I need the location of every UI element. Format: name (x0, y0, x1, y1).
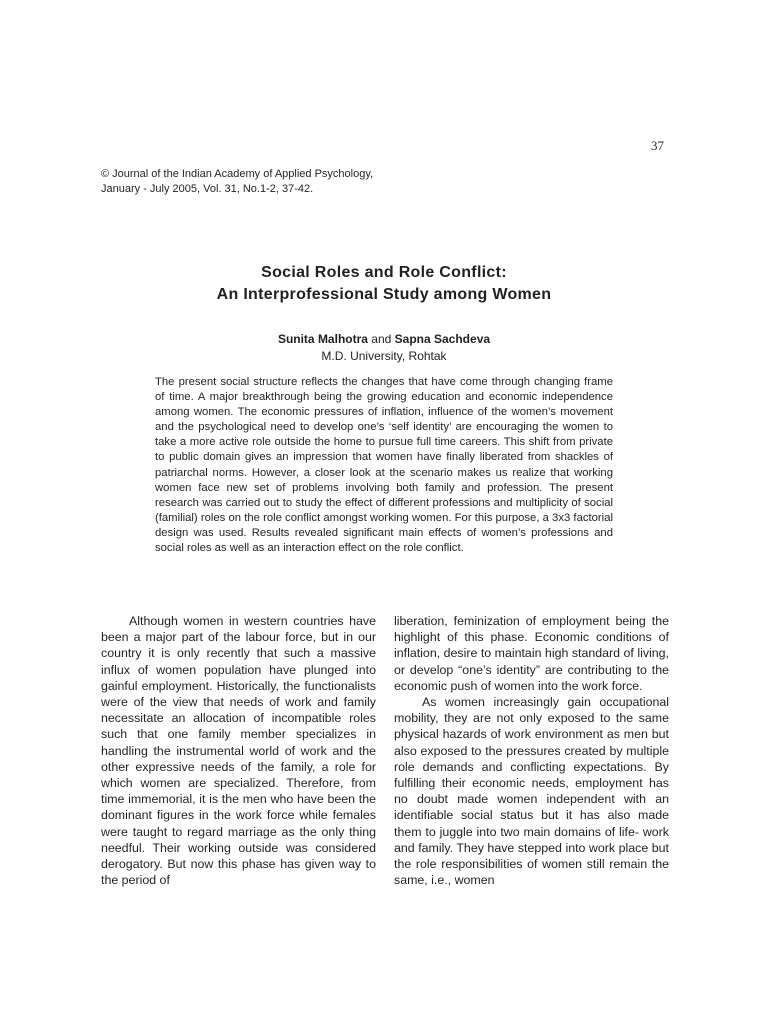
body-column-left (101, 613, 376, 888)
paper-title-line2: An Interprofessional Study among Women (216, 286, 552, 303)
affiliation: M.D. University, Rohtak (321, 349, 447, 363)
author-line (0, 331, 768, 348)
author-conjunction: and (367, 332, 395, 346)
paper-title (0, 262, 768, 306)
body-paragraph: Although women in western countries have been a major part of the labour force, but in our country it is only recently that such a massive influx of women population have plunged into gainful employment. Historically, the functionalists were of the view that needs of work and family necessitate an allocation of incompatible roles such that one family member specializes in handling the instrumental world of work and the other expressive needs of the family, a role for which women are specialized. Therefore, from time immemorial, it is the men who have been the dominant figures in the work force while females were taught to regard marriage as the only thing needful. Their working outside was considered derogatory. But now this phase has given way to the period of (101, 614, 376, 888)
authors-block (0, 331, 768, 365)
author-name: Sunita Malhotra (277, 332, 368, 346)
abstract: The present social structure reflects the changes that have come through changing frame of time. A major breakthrough being the growing education and economic independence among women. The economic pressures of inflation, influence of the women’s movement and the psychological need to develop one’s ‘self identity’ are encouraging the women to take a more active role outside the home to pursue full time careers. This shift from private to public domain gives an impression that women have finally liberated from shackles of patriarchal norms. However, a closer look at the scenario makes us realize that working women face new set of problems involving both family and profession. The present research was carried out to study the effect of different professions and multiplicity of social (familial) roles on the role conflict amongst working women. For this purpose, a 3x3 factorial design was used. Results revealed significant main effects of women’s professions and social roles as well as an interaction effect on the role conflict. (155, 376, 613, 555)
body-column-right (394, 613, 669, 888)
journal-citation-line1: © Journal of the Indian Academy of Applied Psychology, (101, 168, 374, 180)
journal-citation (101, 167, 501, 197)
page-number: 37 (651, 138, 664, 153)
paper-title-line1: Social Roles and Role Conflict: (261, 264, 507, 281)
journal-citation-line2: January - July 2005, Vol. 31, No.1-2, 37-42. (101, 183, 314, 195)
body-paragraph: As women increasingly gain occupational mobility, they are not only exposed to the same physical hazards of work environment as men but also exposed to the pressures created by multiple role demands and conflicting expectations. By fulfilling their economic needs, employment has no doubt made women independent with an identifiable social status but it has also made them to juggle into two main domains of life- work and family. They have stepped into work place but the role responsibilities of women still remain the same, i.e., women (394, 695, 669, 888)
author-name: Sapna Sachdeva (394, 332, 491, 346)
body-paragraph: liberation, feminization of employment being the highlight of this phase. Economic conditions of inflation, desire to maintain high standard of living, or develop “one’s identity” are contributing to the economic push of women into the work force. (394, 614, 669, 693)
